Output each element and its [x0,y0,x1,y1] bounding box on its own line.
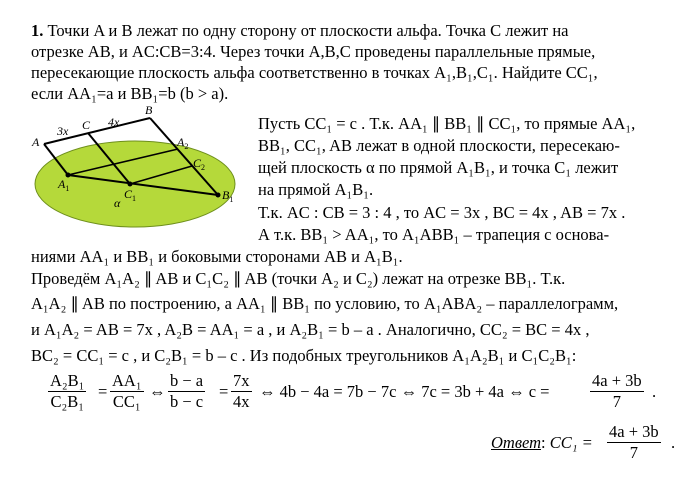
problem-line-3: пересекающие плоскость альфа соответственно в точках A₁,B₁,C₁. Найдите CC₁, [31,63,598,82]
answer-end: . [671,433,676,452]
label-c2: $C_2$ [193,156,206,172]
solution-line-2: BB₁, CC₁, AB лежат в одной плоскости, пересекаю- [258,136,620,155]
solution-line-7: ниями AA₁ и BB₁ и боковыми сторонами AB и A₁B₁. [31,247,403,266]
solution-line-3: щей плоскость α по прямой A₁B₁, и точка C₁ лежит [258,158,619,177]
label-b1: $B_1$ [222,188,234,204]
equation-chain: ⇔ 4b − 4a = 7b − 7c ⇔ 7c = 3b + 4a ⇔ c = [259,382,550,401]
solution-line-4: на прямой A₁B₁. [258,180,374,199]
equation-end: . [652,382,657,401]
fraction-ba-bc: $\frac{b - a}{b - c}$ [170,371,204,411]
eq-sign-1: = [98,382,108,401]
label-b: B [145,104,153,117]
fraction-result: $\frac{4a + 3b}{7}$ [592,371,642,411]
answer-lhs: CC₁ = [549,433,593,452]
solution-line-11: BC₂ = CC₁ = c , и C₂B₁ = b – c . Из подобных треугольников A₁A₂B₁ и C₁C₂B₁: [31,346,577,365]
answer-fraction: $\frac{4a + 3b}{7}$ [609,422,659,462]
label-c: C [82,118,91,132]
solution-line-9: A₁A₂ ∥ AB по построению, а AA₁ ∥ BB₁ по условию, то A₁ABA₂ – параллелограмм, [31,294,619,313]
label-a2: $A_2$ [177,135,189,151]
label-a1: $A_1$ [58,177,70,193]
solution-line-1: Пусть CC₁ = c . Т.к. AA₁ ∥ BB₁ ∥ CC₁, то прямые AA₁, [258,114,636,133]
label-a: A [32,135,40,149]
label-c1: $C_1$ [124,187,137,203]
label-4x: 4x [108,115,120,129]
solution-line-6: А т.к. BB₁ > AA₁, то A₁ABB₁ – трапеция с основа- [258,225,610,244]
fraction-7x-4x: $\frac{7x}{4x}$ [233,371,250,411]
answer-line: Ответ: CC₁ = [491,433,593,452]
point-a1 [66,173,71,178]
problem-text-1: Точки A и B лежат по одну сторону от плоскости альфа. Точка C лежит на [47,21,569,40]
problem-line-1 [31,21,569,41]
problem-line-4: если AA₁=a и BB₁=b (b > a). [31,84,229,103]
point-c1 [128,182,133,187]
fraction-a2b1-c2b1: $\frac{\text{A₂B₁}}{\text{C₂B₁}}$ [50,371,85,411]
fraction-aa1-cc1: $\frac{\text{AA₁}}{\text{CC₁}}$ [112,371,142,411]
label-3x: 3x [57,124,69,138]
eq-sign-2: = [219,382,229,401]
iff-sign-1: ⇔ [149,382,166,401]
problem-line-2: отрезке AB, и AC:CB=3:4. Через точки A,B,C проведены параллельные прямые, [31,42,596,61]
problem-number: 1. [31,21,44,40]
solution-line-8: Проведём A₁A₂ ∥ AB и C₁C₂ ∥ AB (точки A₂ и C₂) лежат на отрезке BB₁. Т.к. [31,269,566,288]
point-b1 [216,193,221,198]
answer-label: Ответ [491,433,542,452]
geometry-figure [30,104,250,234]
solution-line-10: и A₁A₂ = AB = 7x , A₂B = AA₁ = a , и A₂B₁ = b – a . Аналогично, CC₂ = BC = 4x , [31,320,590,339]
solution-line-5: Т.к. AC : CB = 3 : 4 , то AC = 3x , BC = 4x , AB = 7x . [258,203,626,222]
label-alpha: α [114,196,121,210]
